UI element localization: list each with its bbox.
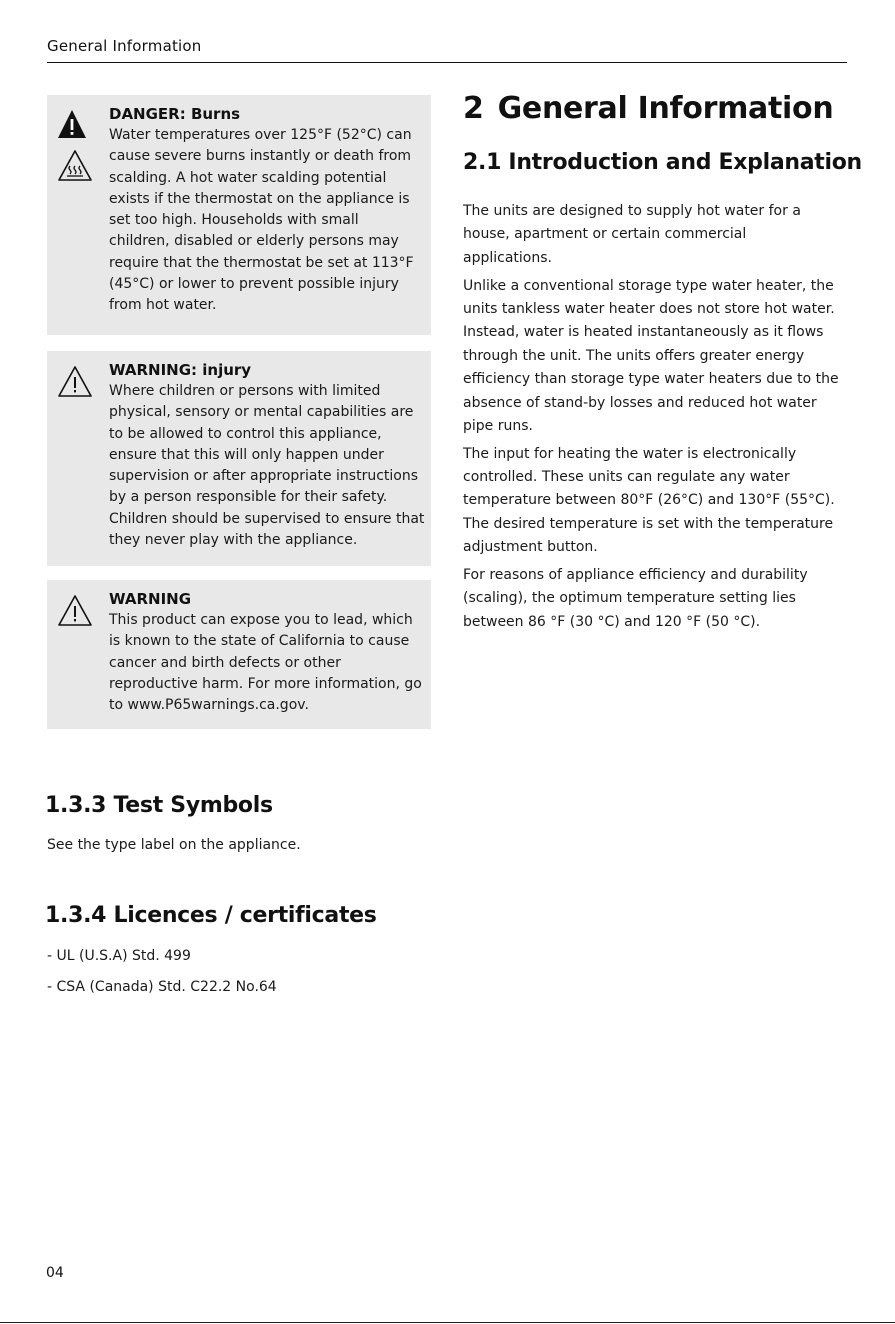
licences-heading: 1.3.4 Licences / certificates <box>45 903 377 928</box>
notice-line: exists if the thermostat on the appliance is <box>109 190 410 207</box>
paragraph-line: house, apartment or certain commercial <box>463 226 747 243</box>
warning-lead-notice <box>47 580 431 729</box>
injury-notice-text <box>109 381 431 551</box>
injury-notice-title: WARNING: injury <box>109 361 252 379</box>
warning-injury-notice <box>47 351 431 566</box>
exclamation-triangle-outline-icon <box>57 365 93 399</box>
notice-line: supervision or after appropriate instructions <box>109 468 419 485</box>
exclamation-triangle-filled-icon <box>57 109 87 139</box>
paragraph-line: The input for heating the water is electronically <box>463 445 797 462</box>
notice-line: they never play with the appliance. <box>109 532 358 549</box>
paragraph-line: through the unit. The units offers greater energy <box>463 347 805 364</box>
page-number: 04 <box>46 1265 64 1281</box>
notice-line: physical, sensory or mental capabilities are <box>109 404 414 421</box>
section-title: 2.1 Introduction and Explanation <box>463 150 862 175</box>
notice-line: is known to the state of California to cause <box>109 633 410 650</box>
paragraph <box>463 200 853 270</box>
notice-line: cancer and birth defects or other <box>109 654 341 671</box>
introduction-text <box>463 200 853 639</box>
hot-surface-icon <box>57 149 93 183</box>
header-divider <box>47 62 847 63</box>
lead-notice-title: WARNING <box>109 590 192 608</box>
danger-burns-notice <box>47 95 431 335</box>
paragraph-line: controlled. These units can regulate any water <box>463 469 790 486</box>
notice-line: children, disabled or elderly persons may <box>109 233 399 250</box>
notice-line: ensure that this will only happen under <box>109 446 384 463</box>
paragraph-line: Instead, water is heated instantaneously as it flows <box>463 324 824 341</box>
notice-line: Children should be supervised to ensure that <box>109 510 425 527</box>
notice-line: from hot water. <box>109 297 217 314</box>
paragraph-line: between 86 °F (30 °C) and 120 °F (50 °C). <box>463 613 761 630</box>
paragraph <box>463 275 853 439</box>
paragraph-line: absence of stand-by losses and reduced hot water <box>463 394 817 411</box>
test-symbols-text: See the type label on the appliance. <box>47 837 301 853</box>
notice-line: This product can expose you to lead, which <box>109 612 413 628</box>
paragraph-line: applications. <box>463 249 552 266</box>
exclamation-triangle-outline-icon <box>57 594 93 628</box>
danger-notice-title: DANGER: Burns <box>109 105 241 123</box>
paragraph-line: units tankless water heater does not store hot water. <box>463 300 835 317</box>
paragraph-line: (scaling), the optimum temperature setting lies <box>463 590 796 607</box>
chapter-number: 2 <box>463 91 484 126</box>
notice-line: to www.P65warnings.ca.gov. <box>109 697 309 714</box>
notice-line: Water temperatures over 125°F (52°C) can <box>109 127 412 143</box>
notice-line: Where children or persons with limited <box>109 383 381 399</box>
notice-line: reproductive harm. For more information, go <box>109 675 422 692</box>
paragraph-line: For reasons of appliance efficiency and durability <box>463 566 808 583</box>
notice-line: set too high. Households with small <box>109 212 359 229</box>
notice-line: to be allowed to control this appliance, <box>109 425 382 442</box>
notice-line: by a person responsible for their safety. <box>109 489 388 506</box>
paragraph-line: The units are designed to supply hot water for a <box>463 203 801 219</box>
paragraph-line: The desired temperature is set with the temperature <box>463 515 834 532</box>
footer-divider <box>0 1322 895 1323</box>
notice-line: (45°C) or lower to prevent possible injury <box>109 276 399 293</box>
licence-item: - CSA (Canada) Std. C22.2 No.64 <box>47 979 277 995</box>
paragraph <box>463 564 853 634</box>
notice-line: require that the thermostat be set at 113°F <box>109 254 414 271</box>
paragraph-line: temperature between 80°F (26°C) and 130°F (55°C). <box>463 492 835 509</box>
test-symbols-heading: 1.3.3 Test Symbols <box>45 793 273 818</box>
notice-line: scalding. A hot water scalding potential <box>109 169 387 186</box>
paragraph <box>463 443 853 560</box>
chapter-title-text: General Information <box>497 91 834 126</box>
paragraph-line: efficiency than storage type water heaters due to the <box>463 371 839 388</box>
page-header-title: General Information <box>47 37 202 55</box>
lead-notice-text <box>109 610 431 716</box>
paragraph-line: adjustment button. <box>463 539 598 556</box>
danger-notice-text <box>109 125 431 317</box>
chapter-title <box>463 91 833 126</box>
paragraph-line: Unlike a conventional storage type water heater, the <box>463 277 834 294</box>
paragraph-line: pipe runs. <box>463 417 533 434</box>
licence-item: - UL (U.S.A) Std. 499 <box>47 948 191 964</box>
notice-line: cause severe burns instantly or death from <box>109 148 412 165</box>
